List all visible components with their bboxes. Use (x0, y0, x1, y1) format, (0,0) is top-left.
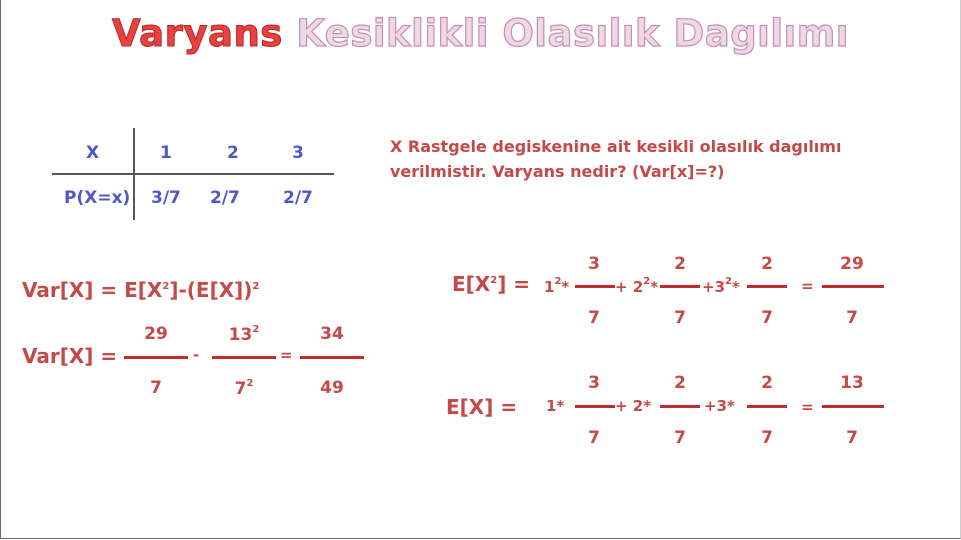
variance-formula (22, 278, 259, 302)
table-p-value: 2/7 (210, 188, 240, 208)
term-exponent: 2 (725, 276, 732, 287)
fraction-numerator: 2 (761, 254, 773, 274)
numerator-base: 13 (228, 325, 253, 345)
denominator-base: 7 (234, 379, 247, 399)
denominator-exponent: 2 (246, 378, 254, 389)
formula-part: ]-(E[X]) (169, 278, 253, 302)
term-plus: + (702, 278, 715, 296)
term-plus: + (615, 278, 628, 296)
question-text: X Rastgele degiskenine ait kesikli olasılık dagılımı verilmistir. Varyans nedir? (Var[x]=?) (390, 137, 842, 181)
table-horizontal-divider (52, 173, 334, 175)
equals-sign: = (280, 346, 293, 364)
ex2-label-part: ] = (497, 272, 531, 296)
numerator-exponent: 2 (252, 324, 260, 335)
fraction-numerator: 3 (588, 373, 600, 393)
title-part-subtitle: Kesiklikli Olasılık Dagılımı (296, 12, 849, 55)
fraction-bar (575, 405, 615, 408)
fraction-denominator: 7 (588, 308, 600, 328)
term-exponent: 2 (554, 276, 562, 287)
term-multiply: * (561, 278, 570, 296)
ex2-term (615, 276, 658, 296)
fraction-numerator: 34 (320, 324, 344, 344)
fraction-denominator: 49 (320, 378, 344, 398)
fraction-bar (124, 356, 188, 359)
equals-sign: = (801, 398, 814, 416)
formula-exponent: 2 (162, 281, 170, 292)
fraction-bar (660, 285, 700, 288)
fraction-denominator: 7 (588, 428, 600, 448)
fraction-bar (822, 405, 884, 408)
var-calc-label: Var[X] = (22, 344, 118, 368)
fraction-bar (300, 356, 364, 359)
title-part-varyans: Varyans (112, 12, 283, 55)
fraction-numerator: 2 (674, 373, 686, 393)
table-x-value: 3 (292, 143, 304, 163)
ex2-term (702, 276, 740, 296)
ex2-label-part: E[X (452, 272, 491, 296)
fraction-denominator: 7 (674, 428, 686, 448)
fraction-numerator: 3 (588, 254, 600, 274)
fraction-denominator: 7 (761, 428, 773, 448)
term-exponent: 2 (643, 276, 651, 287)
term-multiply: * (731, 278, 740, 296)
ex2-term (544, 276, 569, 296)
ex-term: +3* (704, 397, 735, 415)
fraction-numerator (214, 324, 274, 345)
fraction-bar (822, 285, 884, 288)
fraction-bar (747, 405, 787, 408)
term-base: 3 (714, 278, 726, 296)
table-x-label: X (86, 143, 100, 163)
fraction-bar (575, 285, 615, 288)
fraction-denominator: 7 (846, 308, 858, 328)
fraction-bar (747, 285, 787, 288)
table-x-value: 1 (160, 143, 172, 163)
table-p-value: 3/7 (151, 188, 181, 208)
slide-title (0, 12, 961, 55)
fraction-numerator: 2 (674, 254, 686, 274)
minus-sign: - (193, 346, 200, 364)
fraction-denominator: 7 (846, 428, 858, 448)
fraction-denominator: 7 (150, 378, 162, 398)
fraction-numerator: 13 (840, 373, 864, 393)
fraction-denominator (214, 378, 274, 399)
formula-exponent: 2 (252, 281, 260, 292)
ex-label: E[X] = (446, 395, 518, 419)
ex-term: 1* (546, 397, 565, 415)
fraction-bar (212, 356, 276, 359)
formula-part: Var[X] = E[X (22, 278, 163, 302)
table-p-label: P(X=x) (64, 188, 131, 208)
ex-term: + 2* (615, 397, 652, 415)
fraction-numerator: 29 (840, 254, 864, 274)
table-p-value: 2/7 (283, 188, 313, 208)
ex2-label (452, 272, 530, 296)
table-x-value: 2 (227, 143, 239, 163)
term-base: 1 (544, 278, 555, 296)
fraction-denominator: 7 (674, 308, 686, 328)
term-base: 2 (632, 278, 644, 296)
fraction-denominator: 7 (761, 308, 773, 328)
fraction-numerator: 29 (144, 324, 168, 344)
fraction-numerator: 2 (761, 373, 773, 393)
fraction-bar (660, 405, 700, 408)
ex2-label-exponent: 2 (490, 275, 498, 286)
equals-sign: = (801, 277, 814, 295)
term-multiply: * (650, 278, 659, 296)
